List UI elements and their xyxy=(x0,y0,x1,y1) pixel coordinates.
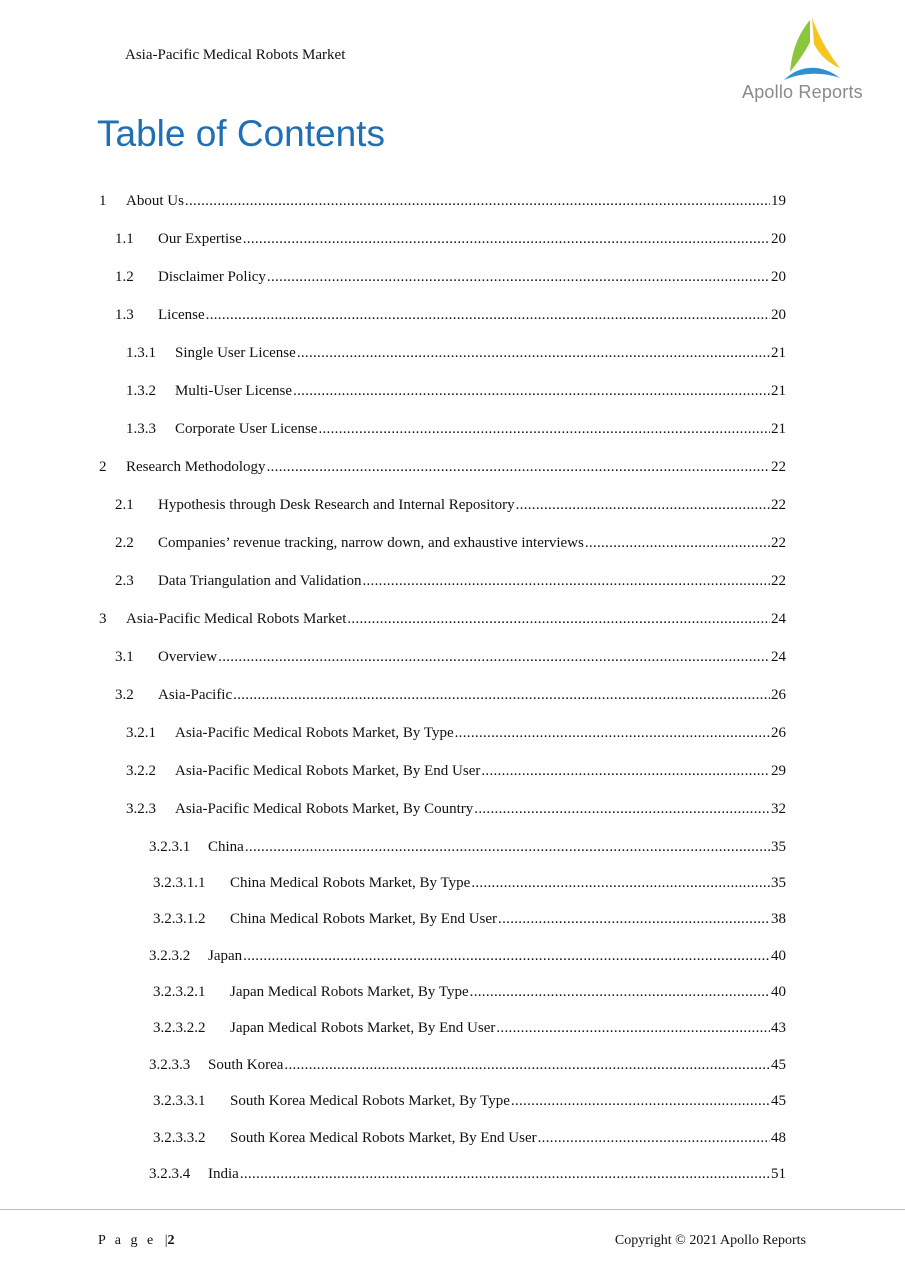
toc-entry-page-number: 22 xyxy=(771,573,786,589)
footer-divider xyxy=(0,1209,905,1210)
toc-entry-number: 2 xyxy=(99,459,107,475)
document-header-title: Asia-Pacific Medical Robots Market xyxy=(125,47,346,63)
toc-dot-leader xyxy=(206,304,770,322)
toc-entry-title: Asia-Pacific Medical Robots Market xyxy=(126,611,347,627)
toc-entry-number: 3.2.3.2 xyxy=(149,948,191,964)
toc-entry-page-number: 48 xyxy=(771,1130,786,1146)
toc-entry-page-number: 24 xyxy=(771,611,786,627)
toc-entry-number: 3 xyxy=(99,611,107,627)
toc-dot-leader xyxy=(471,872,770,890)
toc-entry-number: 1.3.1 xyxy=(126,345,156,361)
toc-entry-page-number: 21 xyxy=(771,345,786,361)
toc-entry-title: Multi-User License xyxy=(175,383,293,399)
toc-dot-leader xyxy=(362,570,770,588)
toc-entry-number: 3.2.3.3.1 xyxy=(153,1093,206,1109)
toc-entry-page-number: 38 xyxy=(771,911,786,927)
toc-dot-leader xyxy=(284,1054,770,1072)
toc-entry-page-number: 40 xyxy=(771,984,786,1000)
toc-entry-page-number: 21 xyxy=(771,383,786,399)
toc-entry-title: License xyxy=(158,307,205,323)
logo-wordmark: Apollo Reports xyxy=(742,82,863,102)
toc-entry[interactable] xyxy=(115,532,786,554)
toc-entry[interactable] xyxy=(115,494,786,516)
page-number: 2 xyxy=(167,1233,175,1248)
toc-entry-page-number: 21 xyxy=(771,421,786,437)
toc-dot-leader xyxy=(470,981,770,999)
toc-entry-page-number: 26 xyxy=(771,687,786,703)
toc-entry-number: 2.1 xyxy=(115,497,134,513)
toc-entry[interactable] xyxy=(99,190,786,212)
toc-entry-title: Japan Medical Robots Market, By Type xyxy=(230,984,469,1000)
toc-entry-number: 1.3.2 xyxy=(126,383,156,399)
toc-entry-page-number: 24 xyxy=(771,649,786,665)
toc-entry[interactable] xyxy=(115,684,786,706)
toc-entry-title: Asia-Pacific Medical Robots Market, By Country xyxy=(175,801,474,817)
toc-dot-leader xyxy=(585,532,770,550)
toc-entry-page-number: 20 xyxy=(771,231,786,247)
toc-dot-leader xyxy=(185,190,770,208)
toc-dot-leader xyxy=(455,722,770,740)
toc-entry-number: 3.2.3.4 xyxy=(149,1166,191,1182)
toc-entry-title: India xyxy=(208,1166,239,1182)
toc-entry[interactable] xyxy=(153,1127,786,1149)
toc-dot-leader xyxy=(347,608,770,626)
toc-entry[interactable] xyxy=(126,798,786,820)
toc-entry-title: About Us xyxy=(126,193,184,209)
toc-entry[interactable] xyxy=(115,304,786,326)
toc-entry-number: 3.2.1 xyxy=(126,725,156,741)
toc-entry-number: 3.2.3.3.2 xyxy=(153,1130,206,1146)
toc-entry-title: Overview xyxy=(158,649,218,665)
toc-entry[interactable] xyxy=(99,456,786,478)
toc-dot-leader xyxy=(318,418,770,436)
toc-dot-leader xyxy=(297,342,770,360)
toc-entry-page-number: 51 xyxy=(771,1166,786,1182)
toc-dot-leader xyxy=(516,494,770,512)
toc-dot-leader xyxy=(498,908,770,926)
toc-dot-leader xyxy=(474,798,770,816)
toc-entry-title: Data Triangulation and Validation xyxy=(158,573,362,589)
toc-entry-title: Asia-Pacific Medical Robots Market, By End User xyxy=(175,763,481,779)
footer-page-indicator xyxy=(98,1233,175,1249)
toc-entry[interactable] xyxy=(126,760,786,782)
toc-entry[interactable] xyxy=(99,608,786,630)
footer-copyright: Copyright © 2021 Apollo Reports xyxy=(614,1233,806,1248)
toc-entry-title: Asia-Pacific xyxy=(158,687,233,703)
toc-entry-page-number: 43 xyxy=(771,1020,786,1036)
toc-dot-leader xyxy=(267,456,770,474)
toc-entry[interactable] xyxy=(153,981,786,1003)
toc-entry-number: 2.3 xyxy=(115,573,134,589)
apollo-reports-logo xyxy=(742,14,882,106)
toc-entry[interactable] xyxy=(115,646,786,668)
toc-entry-title: South Korea Medical Robots Market, By Type xyxy=(230,1093,510,1109)
toc-entry-page-number: 45 xyxy=(771,1057,786,1073)
toc-dot-leader xyxy=(218,646,770,664)
toc-entry[interactable] xyxy=(149,836,786,858)
toc-entry-number: 3.2.3.1.2 xyxy=(153,911,206,927)
toc-dot-leader xyxy=(481,760,770,778)
toc-dot-leader xyxy=(243,945,770,963)
toc-entry-page-number: 20 xyxy=(771,307,786,323)
toc-entry-title: Hypothesis through Desk Research and Internal Repository xyxy=(158,497,515,513)
toc-entry-number: 1 xyxy=(99,193,107,209)
toc-entry-title: Corporate User License xyxy=(175,421,318,437)
toc-entry-title: Our Expertise xyxy=(158,231,242,247)
toc-entry-page-number: 35 xyxy=(771,875,786,891)
toc-dot-leader xyxy=(245,836,770,854)
toc-entry-title: China Medical Robots Market, By End User xyxy=(230,911,498,927)
toc-entry-title: Japan xyxy=(208,948,243,964)
toc-entry-number: 3.2 xyxy=(115,687,134,703)
toc-entry-number: 3.2.3.2.2 xyxy=(153,1020,206,1036)
toc-entry[interactable] xyxy=(115,266,786,288)
toc-entry-number: 1.3 xyxy=(115,307,134,323)
toc-entry-number: 3.2.2 xyxy=(126,763,156,779)
toc-dot-leader xyxy=(511,1090,770,1108)
page-label: P a g e xyxy=(98,1233,157,1248)
toc-entry[interactable] xyxy=(153,1017,786,1039)
toc-entry-number: 1.3.3 xyxy=(126,421,156,437)
toc-entry-page-number: 22 xyxy=(771,497,786,513)
toc-entry-page-number: 35 xyxy=(771,839,786,855)
toc-dot-leader xyxy=(538,1127,770,1145)
toc-entry-title: Japan Medical Robots Market, By End User xyxy=(230,1020,496,1036)
toc-dot-leader xyxy=(293,380,770,398)
toc-entry-title: South Korea xyxy=(208,1057,284,1073)
toc-entry[interactable] xyxy=(126,342,786,364)
toc-entry-page-number: 29 xyxy=(771,763,786,779)
toc-entry-number: 3.2.3 xyxy=(126,801,156,817)
toc-entry-title: Asia-Pacific Medical Robots Market, By Type xyxy=(175,725,454,741)
page-separator: | xyxy=(164,1233,168,1248)
toc-dot-leader xyxy=(233,684,770,702)
toc-entry-page-number: 22 xyxy=(771,459,786,475)
toc-entry[interactable] xyxy=(153,908,786,930)
toc-entry-title: China xyxy=(208,839,244,855)
toc-entry-number: 3.2.3.1 xyxy=(149,839,191,855)
toc-entry-number: 1.1 xyxy=(115,231,134,247)
toc-entry-page-number: 19 xyxy=(771,193,786,209)
toc-entry[interactable] xyxy=(126,380,786,402)
toc-entry-page-number: 22 xyxy=(771,535,786,551)
toc-entry-number: 1.2 xyxy=(115,269,134,285)
toc-dot-leader xyxy=(240,1163,770,1181)
toc-entry-title: South Korea Medical Robots Market, By End User xyxy=(230,1130,537,1146)
toc-entry-number: 3.2.3.1.1 xyxy=(153,875,206,891)
toc-entry-number: 3.2.3.2.1 xyxy=(153,984,206,1000)
toc-entry[interactable] xyxy=(149,945,786,967)
toc-entry[interactable] xyxy=(115,228,786,250)
toc-entry[interactable] xyxy=(126,418,786,440)
toc-entry-number: 3.2.3.3 xyxy=(149,1057,191,1073)
toc-entry[interactable] xyxy=(153,872,786,894)
toc-dot-leader xyxy=(496,1017,770,1035)
toc-entry-page-number: 40 xyxy=(771,948,786,964)
apollo-logo-icon xyxy=(778,14,844,84)
toc-entry[interactable] xyxy=(126,722,786,744)
toc-entry-page-number: 20 xyxy=(771,269,786,285)
toc-entry-number: 3.1 xyxy=(115,649,134,665)
toc-entry-page-number: 45 xyxy=(771,1093,786,1109)
toc-entry[interactable] xyxy=(149,1054,786,1076)
toc-entry-title: Companies’ revenue tracking, narrow down, and exhaustive interviews xyxy=(158,535,584,551)
toc-entry[interactable] xyxy=(149,1163,786,1185)
toc-entry-title: Disclaimer Policy xyxy=(158,269,266,285)
toc-dot-leader xyxy=(267,266,770,284)
toc-entry-number: 2.2 xyxy=(115,535,134,551)
toc-heading: Table of Contents xyxy=(97,113,385,154)
toc-entry-page-number: 26 xyxy=(771,725,786,741)
toc-entry[interactable] xyxy=(115,570,786,592)
toc-entry-title: Research Methodology xyxy=(126,459,266,475)
toc-entry-title: China Medical Robots Market, By Type xyxy=(230,875,471,891)
toc-dot-leader xyxy=(243,228,770,246)
toc-entry-page-number: 32 xyxy=(771,801,786,817)
toc-entry-title: Single User License xyxy=(175,345,296,361)
toc-entry[interactable] xyxy=(153,1090,786,1112)
